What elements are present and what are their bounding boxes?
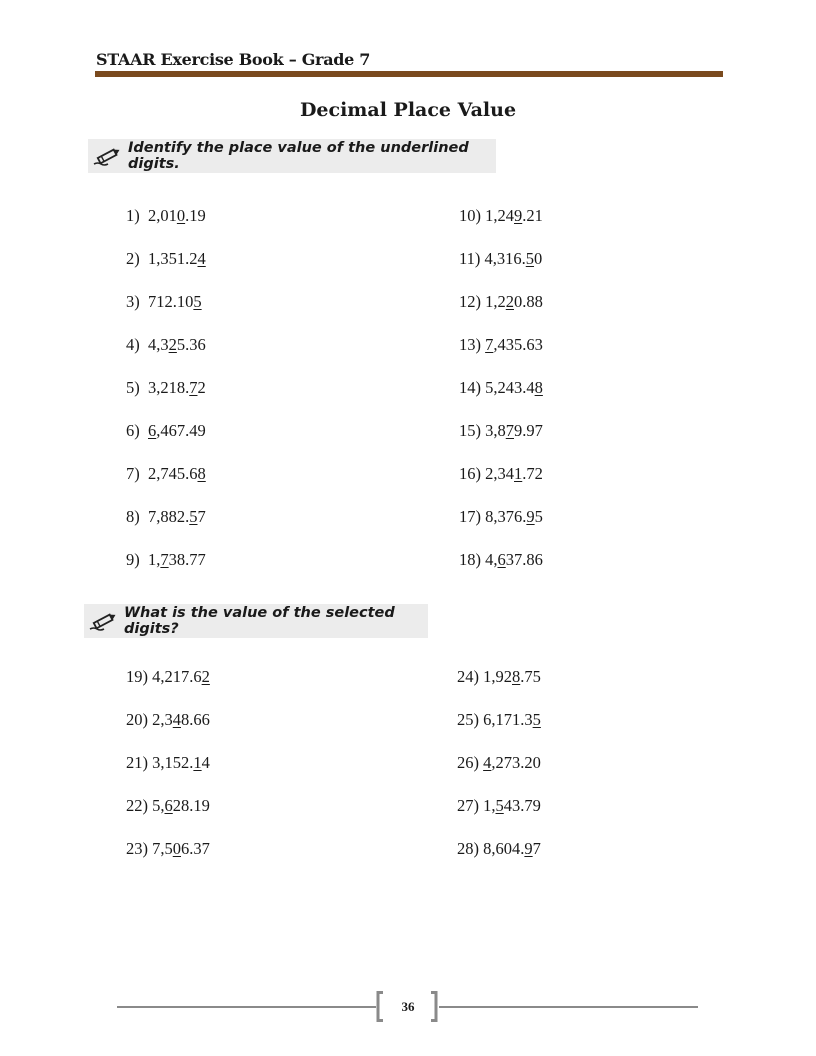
problem-label: 11) [459,249,485,268]
footer-rule-right [439,1006,698,1008]
instruction-text: What is the value of the selected digits? [124,605,395,637]
instruction-text: Identify the place value of the underlined digits. [128,140,469,172]
problem-10 [459,206,543,226]
problem-label: 26) [457,753,484,772]
problem-4 [126,335,206,355]
underlined-digit: 7 [505,421,514,440]
problem-number-before: 3,152. [152,753,194,772]
problem-label: 9) [126,550,148,569]
header-divider [95,71,723,77]
problem-label: 7) [126,464,148,483]
problem-24 [457,667,541,687]
problem-1 [126,206,206,226]
problem-label: 6) [126,421,148,440]
pencil-writing-icon [92,145,122,167]
problem-number-before: 1,2 [485,292,506,311]
problem-number-after: 5 [534,507,543,526]
problem-label: 8) [126,507,148,526]
underlined-digit: 9 [524,839,533,858]
problem-label: 16) [459,464,486,483]
problem-number-before: 4,217.6 [152,667,202,686]
problem-number-after: .19 [185,206,206,225]
problem-number-before: 3,8 [485,421,506,440]
problem-6 [126,421,206,441]
problem-number-after: 28.19 [172,796,210,815]
problem-label: 10) [459,206,486,225]
problem-number-before: 6,171.3 [483,710,533,729]
problem-number-before: 1,24 [485,206,514,225]
underlined-digit: 1 [514,464,523,483]
problem-label: 12) [459,292,486,311]
problem-number-after: 37.86 [505,550,543,569]
underlined-digit: 6 [148,421,157,440]
problem-label: 18) [459,550,486,569]
underlined-digit: 5 [193,292,202,311]
pencil-writing-icon [88,610,118,632]
footer-rule-left [117,1006,376,1008]
problem-number-after: 38.77 [168,550,206,569]
underlined-digit: 8 [197,464,206,483]
instruction-banner-value [84,604,428,638]
problem-12 [459,292,543,312]
problem-label: 13) [459,335,486,354]
underlined-digit: 1 [193,753,202,772]
problem-11 [459,249,542,269]
underlined-digit: 7 [189,378,198,397]
underlined-digit: 0 [176,206,186,225]
problem-22 [126,796,210,816]
problem-number-before: 4,316. [484,249,526,268]
page-title: Decimal Place Value [299,99,517,121]
problem-17 [459,507,543,527]
problem-label: 15) [459,421,486,440]
problem-15 [459,421,543,441]
problem-label: 5) [126,378,148,397]
problem-label: 14) [459,378,486,397]
page-number: 36 [401,999,415,1014]
problem-label: 4) [126,335,148,354]
problem-number-after: 0.88 [514,292,543,311]
problem-7 [126,464,206,484]
problem-number-after: ,435.63 [493,335,543,354]
problem-number-after: .72 [522,464,543,483]
problem-28 [457,839,541,859]
problem-21 [126,753,210,773]
problem-19 [126,667,210,687]
underlined-digit: 8 [512,667,521,686]
underlined-digit: 7 [485,335,494,354]
problem-label: 25) [457,710,484,729]
underlined-digit: 5 [495,796,504,815]
problem-label: 23) [126,839,153,858]
problem-number-after: 6.37 [181,839,210,858]
problem-label: 2) [126,249,148,268]
problem-26 [457,753,541,773]
problem-number-before: 8,376. [485,507,527,526]
problem-number-before: 7,882. [148,507,190,526]
problem-number-after: 7 [197,507,206,526]
problem-27 [457,796,541,816]
problem-number-after: 8.66 [181,710,210,729]
problem-number-before: 4,3 [148,335,169,354]
problem-3 [126,292,202,312]
problem-number-before: 1,351.2 [148,249,198,268]
problem-label: 1) [126,206,148,225]
problem-label: 24) [457,667,484,686]
instruction-banner-identify [88,139,496,173]
underlined-digit: 9 [526,507,535,526]
problem-number-before: 1,92 [483,667,512,686]
header-title: STAAR Exercise Book – Grade 7 [96,50,371,69]
underlined-digit: 8 [534,378,543,397]
problem-number-before: 4, [485,550,498,569]
problem-number-before: 2,34 [485,464,514,483]
problem-number-before: 8,604. [483,839,525,858]
problem-number-after: ,467.49 [156,421,206,440]
problem-number-after: .21 [522,206,543,225]
problem-number-before: 2,01 [148,206,177,225]
problem-25 [457,710,541,730]
problem-label: 22) [126,796,153,815]
problem-20 [126,710,210,730]
problem-number-before: 2,3 [152,710,173,729]
underlined-digit: 5 [525,249,535,268]
problem-8 [126,507,206,527]
problem-label: 27) [457,796,484,815]
problem-23 [126,839,210,859]
problem-number-before: 1, [148,550,161,569]
problem-number-after: 5.36 [176,335,206,354]
problem-label: 3) [126,292,148,311]
problem-label: 28) [457,839,484,858]
problem-16 [459,464,543,484]
underlined-digit: 2 [505,292,514,311]
problem-number-after: 2 [197,378,206,397]
problem-number-after: 43.79 [503,796,541,815]
problem-number-before: 5,243.4 [485,378,535,397]
problem-number-after: ,273.20 [491,753,541,772]
problem-9 [126,550,206,570]
underlined-digit: 4 [197,249,206,268]
problem-13 [459,335,543,355]
underlined-digit: 6 [497,550,506,569]
underlined-digit: 6 [164,796,173,815]
problem-number-after: 4 [201,753,210,772]
problem-18 [459,550,543,570]
problem-number-before: 712.10 [148,292,194,311]
problem-label: 17) [459,507,486,526]
problem-number-before: 2,745.6 [148,464,198,483]
underlined-digit: 9 [514,206,523,225]
problem-number-after: 9.97 [514,421,543,440]
underlined-digit: 7 [160,550,169,569]
problem-label: 20) [126,710,153,729]
underlined-digit: 5 [532,710,541,729]
problem-number-after: 7 [532,839,541,858]
problem-label: 21) [126,753,153,772]
underlined-digit: 2 [168,335,177,354]
problem-label: 19) [126,667,153,686]
underlined-digit: 4 [483,753,492,772]
problem-5 [126,378,206,398]
problem-number-after: .75 [520,667,541,686]
problem-number-before: 1, [483,796,496,815]
underlined-digit: 5 [189,507,198,526]
problem-number-before: 5, [152,796,165,815]
problem-number-after: 0 [534,249,543,268]
underlined-digit: 2 [201,667,210,686]
problem-number-before: 3,218. [148,378,190,397]
problem-number-before: 7,5 [152,839,173,858]
problem-14 [459,378,543,398]
underlined-digit: 4 [172,710,181,729]
problem-2 [126,249,206,269]
underlined-digit: 0 [172,839,181,858]
